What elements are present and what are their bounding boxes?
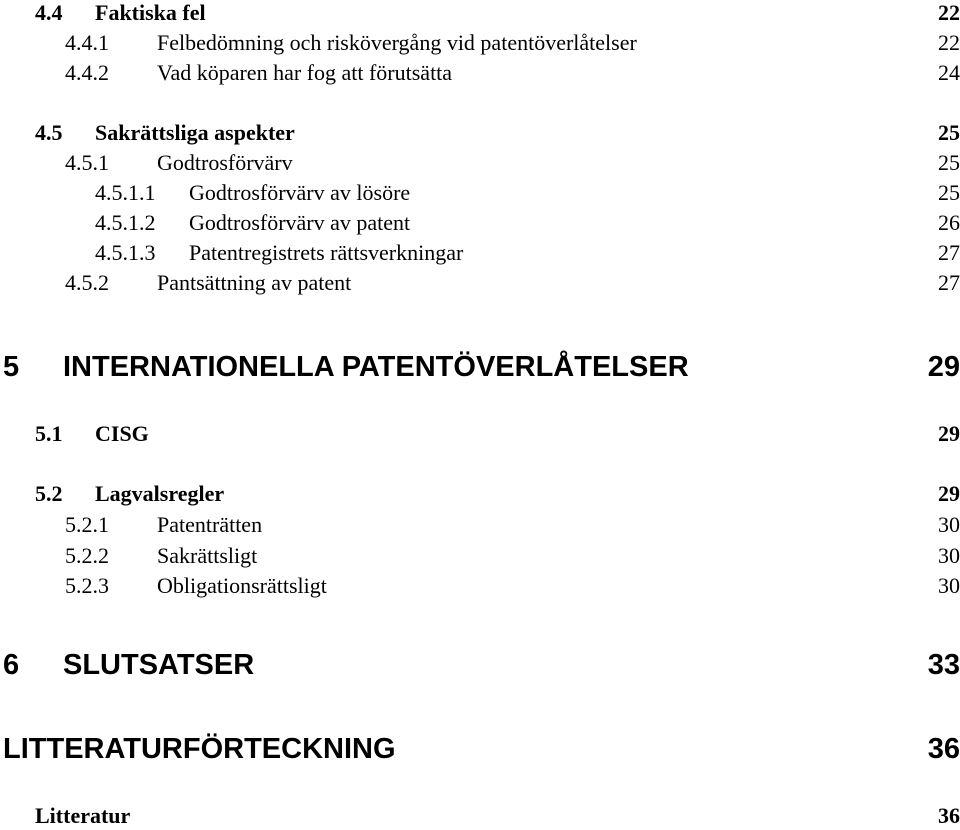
- toc-entry-4-5-1-3[interactable]: [0, 236, 960, 266]
- page-number: 26: [938, 210, 960, 235]
- section-title: Faktiska fel: [95, 0, 206, 25]
- section-title: Obligationsrättsligt: [157, 573, 327, 598]
- toc-entry-5-1[interactable]: [0, 417, 960, 447]
- page-number: 36: [938, 803, 960, 828]
- section-title: Godtrosförvärv av lösöre: [189, 180, 411, 205]
- toc-entry-litteraturforteckning[interactable]: [0, 731, 960, 766]
- section-number: 6: [3, 649, 20, 681]
- toc-entry-4-5[interactable]: [0, 116, 960, 146]
- section-title: Sakrättsliga aspekter: [95, 120, 295, 145]
- page-number: 29: [938, 421, 960, 446]
- toc-entry-4-5-1-1[interactable]: [0, 176, 960, 206]
- page-number: 30: [938, 543, 960, 568]
- page-number: 29: [938, 481, 960, 506]
- toc-entry-4-5-1-2[interactable]: [0, 206, 960, 236]
- page-number: 25: [938, 120, 960, 145]
- section-title: Godtrosförvärv: [157, 150, 293, 175]
- section-number: 5.2.3: [65, 573, 109, 598]
- section-title: Felbedömning och riskövergång vid patentöverlåtelser: [157, 30, 637, 55]
- page-number: 29: [927, 351, 960, 383]
- section-number: 4.4.1: [65, 30, 109, 55]
- page-number: 27: [938, 270, 960, 295]
- toc-entry-5-2-1[interactable]: [0, 508, 960, 538]
- toc-entry-4-4-2[interactable]: [0, 56, 960, 86]
- toc-entry-6[interactable]: [0, 647, 960, 682]
- section-number: 5.2: [35, 481, 63, 506]
- section-number: 4.5.1.1: [95, 180, 156, 205]
- page-number: 25: [938, 150, 960, 175]
- toc-entry-4-4[interactable]: [0, 0, 960, 26]
- section-number: 5.2.1: [65, 512, 109, 537]
- section-title: INTERNATIONELLA PATENTÖVERLÅTELSER: [63, 351, 689, 383]
- toc-entry-5-2[interactable]: [0, 477, 960, 507]
- page-number: 30: [938, 573, 960, 598]
- section-title: Patenträtten: [157, 512, 263, 537]
- page-number: 22: [938, 30, 960, 55]
- toc-entry-4-5-1[interactable]: [0, 146, 960, 176]
- section-number: 4.4.2: [65, 60, 109, 85]
- section-number: 4.4: [35, 0, 63, 25]
- section-number: 4.5: [35, 120, 63, 145]
- section-number: 4.5.2: [65, 270, 109, 295]
- section-title: Litteratur: [35, 803, 131, 828]
- section-title: Lagvalsregler: [95, 481, 225, 506]
- page-number: 36: [927, 733, 960, 765]
- toc-entry-4-5-2[interactable]: [0, 266, 960, 296]
- section-title: Vad köparen har fog att förutsätta: [157, 60, 453, 85]
- toc-entry-4-4-1[interactable]: [0, 26, 960, 56]
- page-number: 30: [938, 512, 960, 537]
- section-number: 4.5.1.2: [95, 210, 156, 235]
- page-number: 33: [927, 649, 960, 681]
- section-title: SLUTSATSER: [63, 649, 255, 681]
- page-number: 24: [938, 60, 960, 85]
- section-number: 4.5.1: [65, 150, 109, 175]
- page-number: 25: [938, 180, 960, 205]
- page-number: 27: [938, 240, 960, 265]
- section-number: 5: [3, 351, 20, 383]
- section-number: 5.2.2: [65, 543, 109, 568]
- toc-entry-5-2-2[interactable]: [0, 539, 960, 569]
- section-title: CISG: [95, 421, 149, 446]
- section-title: Godtrosförvärv av patent: [189, 210, 411, 235]
- section-title: LITTERATURFÖRTECKNING: [3, 733, 396, 765]
- section-title: Pantsättning av patent: [157, 270, 352, 295]
- section-number: 4.5.1.3: [95, 240, 156, 265]
- section-title: Sakrättsligt: [157, 543, 258, 568]
- toc-entry-5-2-3[interactable]: [0, 569, 960, 599]
- toc-entry-litteratur[interactable]: [0, 799, 960, 829]
- section-number: 5.1: [35, 421, 63, 446]
- page-number: 22: [938, 0, 960, 25]
- toc-entry-5[interactable]: [0, 349, 960, 384]
- section-title: Patentregistrets rättsverkningar: [189, 240, 464, 265]
